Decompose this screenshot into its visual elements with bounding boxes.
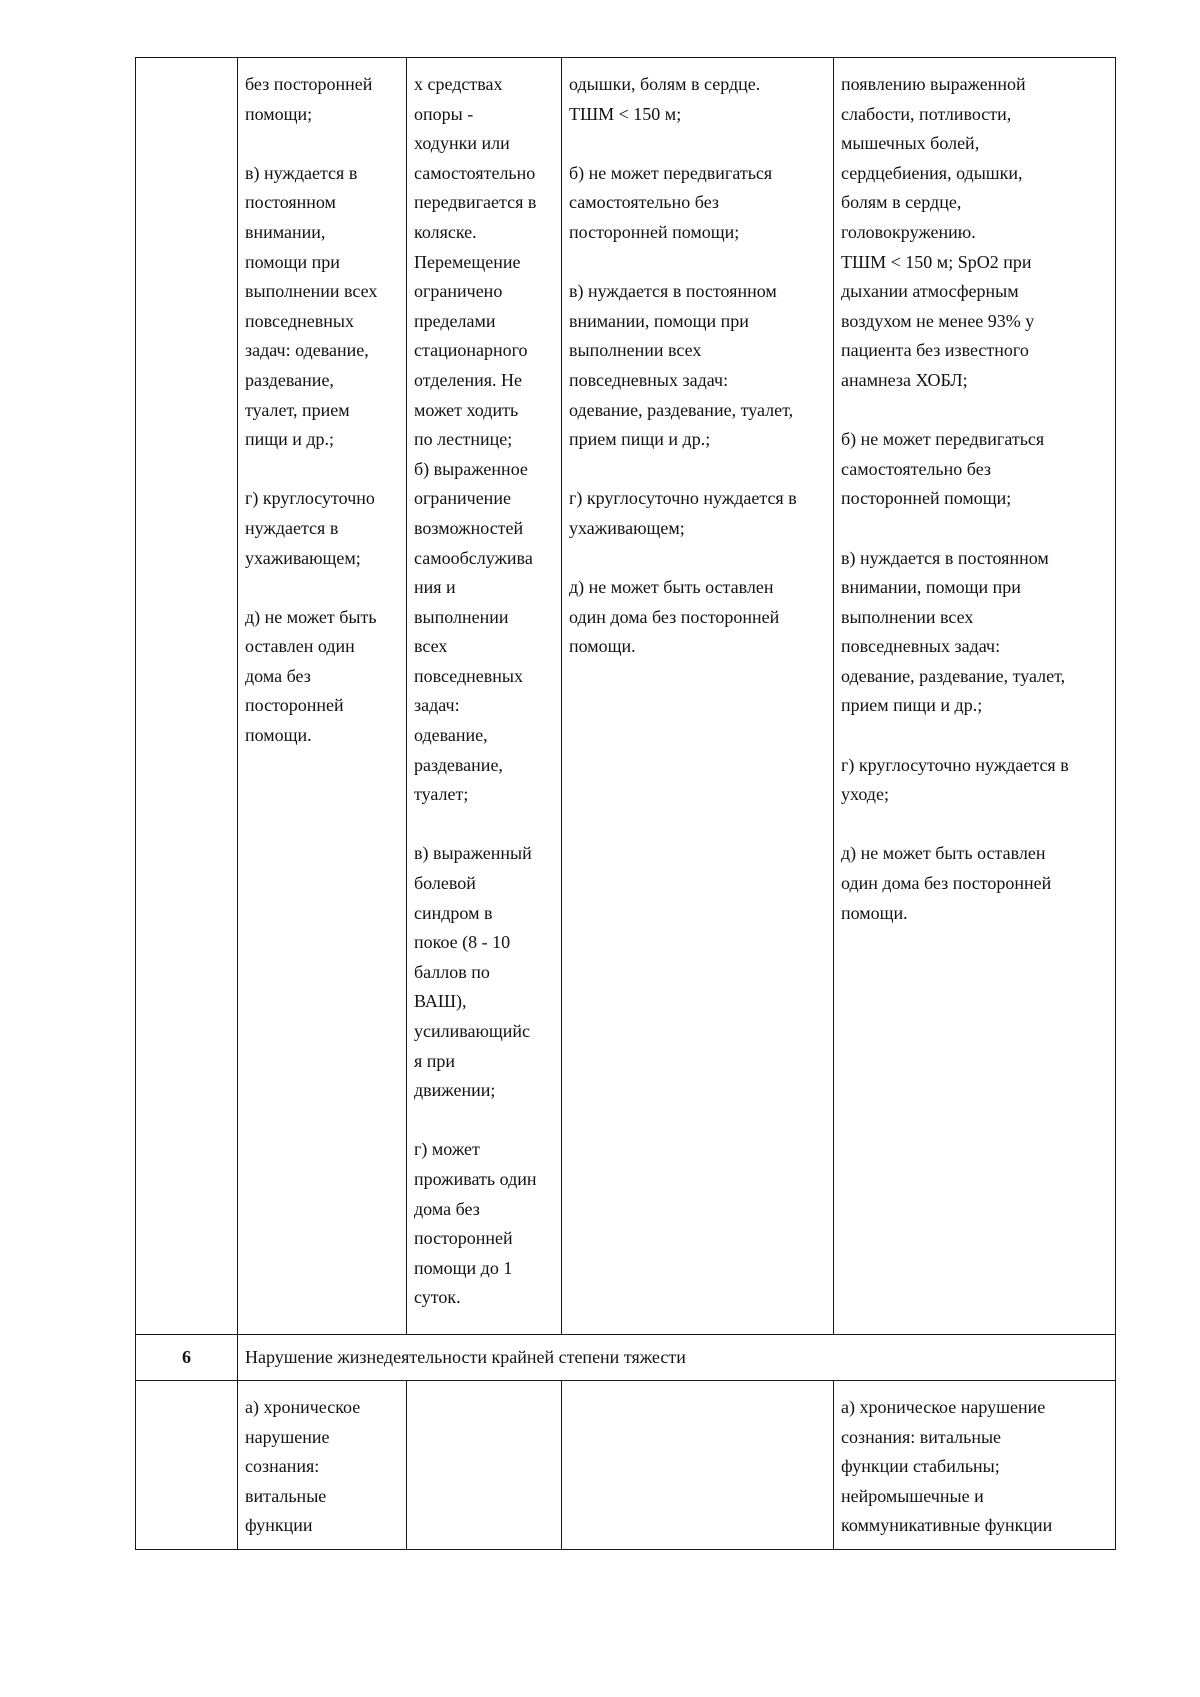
table-row-section-6-criteria — [136, 1381, 1116, 1550]
cell-col3 — [407, 1381, 562, 1550]
criteria-table — [135, 57, 1116, 1550]
cell-col5: а) хроническое нарушение сознания: витальные функции стабильны; нейромышечные и коммуникативные функции — [834, 1381, 1116, 1550]
cell-number-empty — [136, 58, 238, 1335]
table-row-continued — [136, 58, 1116, 1335]
cell-col4: одышки, болям в сердце. ТШМ < 150 м; б) не может передвигаться самостоятельно без посторонней помощи; в) нуждается в постоянном внимании, помощи при выполнении всех повседневных задач: одевание, раздевание, туалет, прием пищи и др.; г) круглосуточно нуждается в ухаживающем; д) не может быть оставлен один дома без посторонней помощи. — [562, 58, 834, 1335]
cell-col2: без посторонней помощи; в) нуждается в постоянном внимании, помощи при выполнении всех повседневных задач: одевание, раздевание, туалет, прием пищи и др.; г) круглосуточно нуждается в ухаживающем; д) не может быть оставлен один дома без посторонней помощи. — [238, 58, 407, 1335]
cell-col4 — [562, 1381, 834, 1550]
cell-col5: появлению выраженной слабости, потливости, мышечных болей, сердцебиения, одышки, болям в сердце, головокружению. ТШМ < 150 м; SpO2 при дыхании атмосферным воздухом не менее 93% у пациента без известного анамнеза ХОБЛ; б) не может передвигаться самостоятельно без посторонней помощи; в) нуждается в постоянном внимании, помощи при выполнении всех повседневных задач: одевание, раздевание, туалет, прием пищи и др.; г) круглосуточно нуждается в уходе; д) не может быть оставлен один дома без посторонней помощи. — [834, 58, 1116, 1335]
section-title: Нарушение жизнедеятельности крайней степени тяжести — [238, 1335, 1116, 1381]
section-number: 6 — [136, 1335, 238, 1381]
cell-col2: а) хроническое нарушение сознания: витальные функции — [238, 1381, 407, 1550]
cell-number-empty — [136, 1381, 238, 1550]
table-row-section-6 — [136, 1335, 1116, 1381]
cell-col3: х средствах опоры - ходунки или самостоятельно передвигается в коляске. Перемещение ограничено пределами стационарного отделения. Не может ходить по лестнице; б) выраженное ограничение возможностей самообслужива ния и выполнении всех повседневных задач: одевание, раздевание, туалет; в) выраженный болевой синдром в покое (8 - 10 баллов по ВАШ), усиливающийс я при движении; г) может проживать один дома без посторонней помощи до 1 суток. — [407, 58, 562, 1335]
